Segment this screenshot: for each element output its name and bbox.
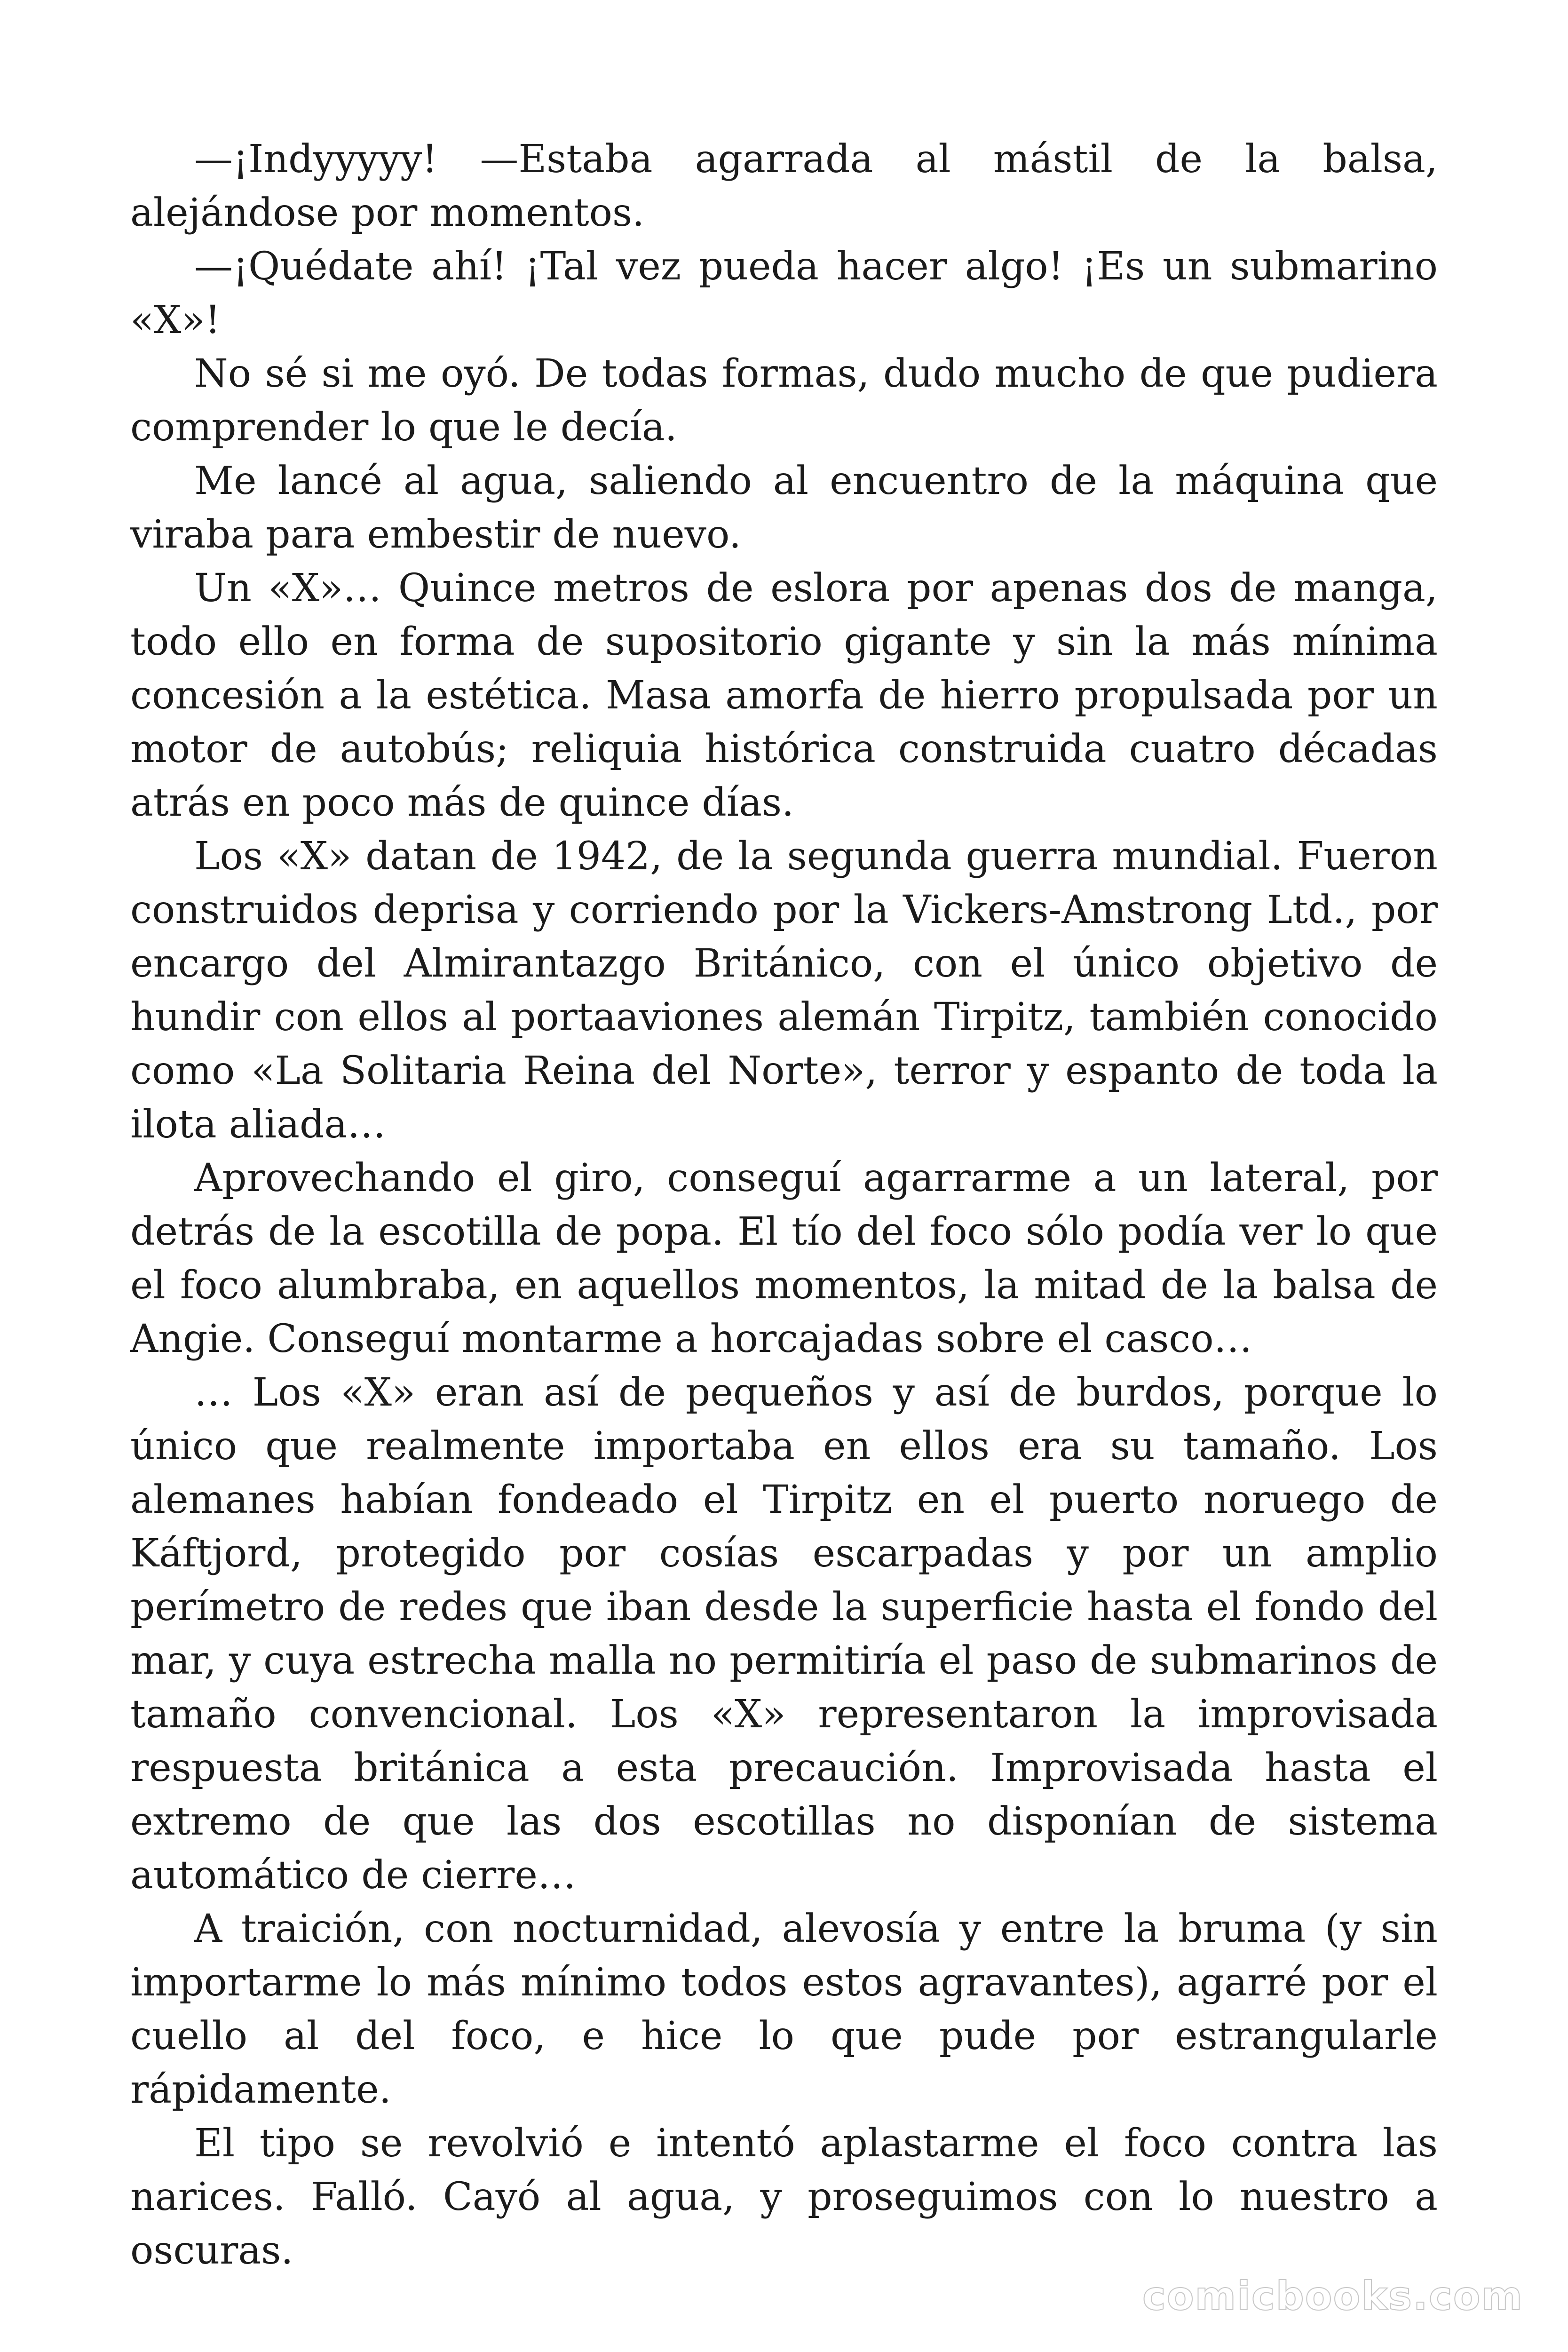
paragraph: El tipo se revolvió e intentó aplastarme el foco contra las narices. Falló. Cayó al agua, y proseguimos con lo nuestro a oscuras. [130,2121,1438,2273]
paragraph: No sé si me oyó. De todas formas, dudo mucho de que pudiera comprender lo que le decía. [130,351,1438,450]
paragraph: … Los «X» eran así de pequeños y así de burdos, porque lo único que realmente importaba en ellos era su tamaño. Los alemanes habían fondeado el Tirpitz en el puerto noruego de Káftjord, protegido por cosías escarpadas y por un amplio perímetro de redes que iban desde la superficie hasta el fondo del mar, y cuya estrecha malla no permitiría el paso de submarinos de tamaño convencional. Los «X» representaron la improvisada respuesta británica a esta precaución. Improvisada hasta el extremo de que las dos escotillas no disponían de sistema automático de cierre… [130,1370,1438,1898]
paragraph: —¡Indyyyyy! —Estaba agarrada al mástil de la balsa, alejándose por momentos. [130,137,1438,235]
paragraph: Un «X»… Quince metros de eslora por apenas dos de manga, todo ello en forma de supositorio gigante y sin la más mínima concesión a la estética. Masa amorfa de hierro propulsada por un motor de autobús; reliquia histórica construida cuatro décadas atrás en poco más de quince días. [130,566,1438,825]
watermark-text: comicbooks.com [1142,2273,1523,2319]
paragraph: Aprovechando el giro, conseguí agarrarme a un lateral, por detrás de la escotilla de popa. El tío del foco sólo podía ver lo que el foco alumbraba, en aquellos momentos, la mitad de la balsa de Angie. Conseguí montarme a horcajadas sobre el casco… [130,1156,1438,1361]
paragraph: —¡Quédate ahí! ¡Tal vez pueda hacer algo! ¡Es un submarino «X»! [130,244,1438,342]
paragraph: Los «X» datan de 1942, de la segunda guerra mundial. Fueron construidos deprisa y corriendo por la Vickers-Amstrong Ltd., por encargo del Almirantazgo Británico, con el único objetivo de hundir con ellos al portaaviones alemán Tirpitz, también conocido como «La Solitaria Reina del Norte», terror y espanto de toda la ilota aliada… [130,834,1438,1147]
body-text [130,133,1438,2278]
paragraph: Me lancé al agua, saliendo al encuentro de la máquina que viraba para embestir de nuevo. [130,459,1438,557]
paragraph: A traición, con nocturnidad, alevosía y entre la bruma (y sin importarme lo más mínimo todos estos agravantes), agarré por el cuello al del foco, e hice lo que pude por estrangularle rápidamente. [130,1907,1438,2112]
